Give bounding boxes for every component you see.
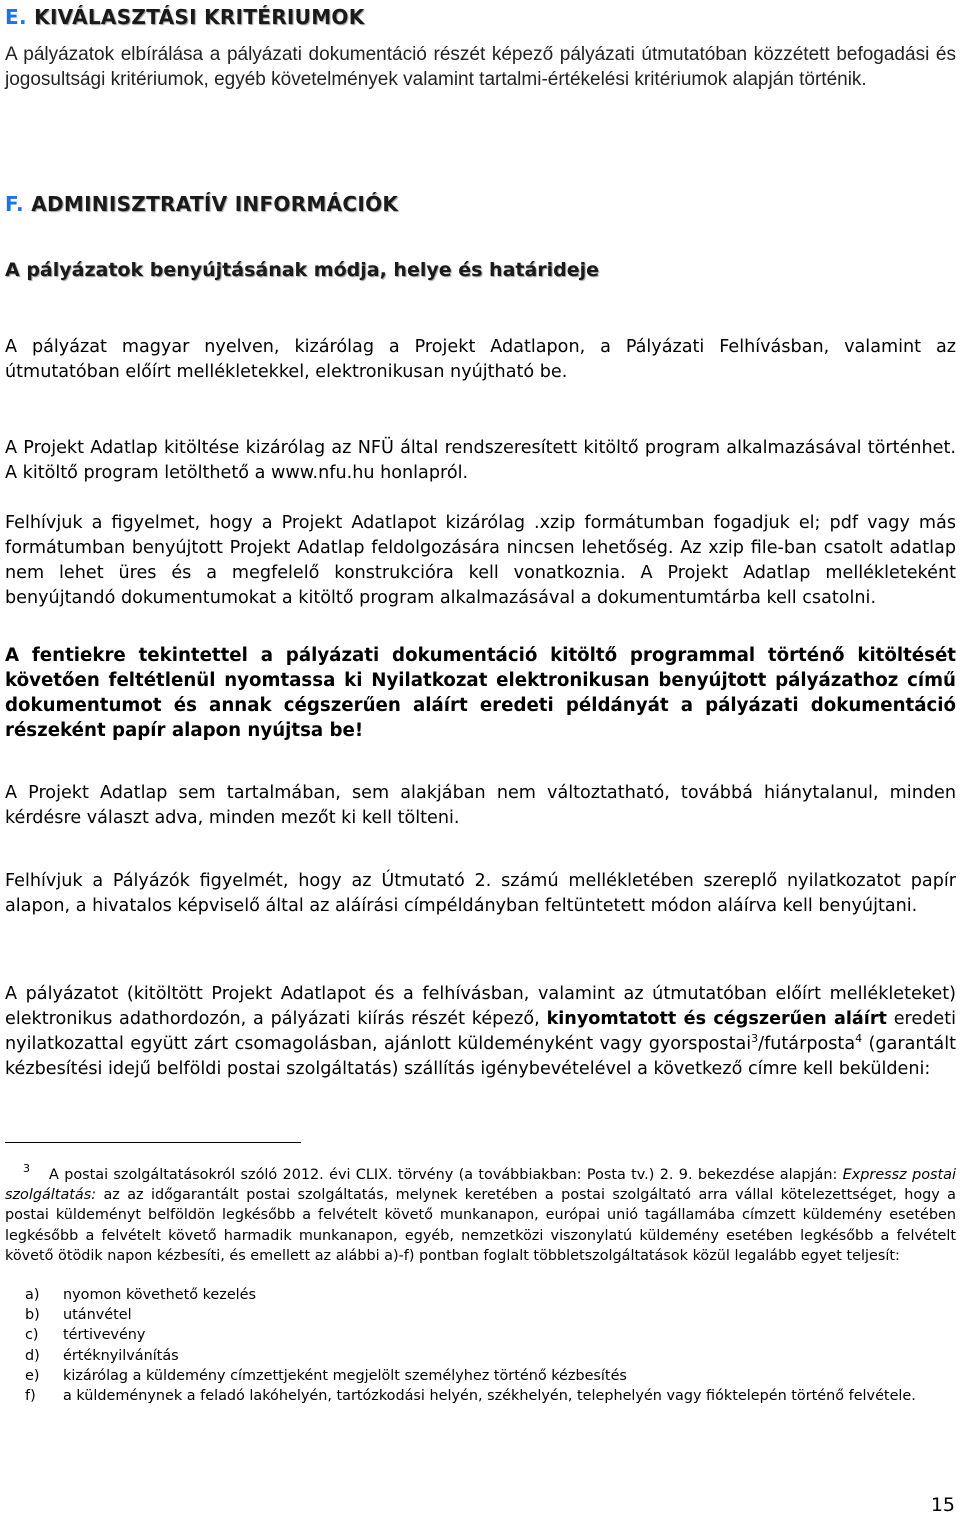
- footnote-text-italic: Expressz postai szolgáltatás:: [5, 1167, 956, 1204]
- footnote-separator: [5, 1142, 301, 1143]
- section-f-heading: [5, 192, 398, 216]
- footnote-ref-4[interactable]: 4: [855, 1032, 863, 1045]
- list-item: b) utánvétel: [25, 1307, 132, 1324]
- section-e-heading: [5, 5, 365, 29]
- document-page: [5, 0, 956, 1519]
- footnote-number: 3: [23, 1162, 30, 1175]
- section-e-title: KIVÁLASZTÁSI KRITÉRIUMOK: [34, 5, 365, 29]
- section-f-subtitle: A pályázatok benyújtásának módja, helye és határideje: [5, 259, 600, 281]
- list-item: c) tértivevény: [25, 1327, 146, 1344]
- footnote-ref-3[interactable]: 3: [751, 1032, 759, 1045]
- paragraph-print-declaration: A fentiekre tekintettel a pályázati dokumentáció kitöltő programmal történő kitöltését követően feltétlenül nyomtassa ki Nyilatkozat elektronikusan benyújtott pályázathoz című dokumentumot és annak cégszerűen aláírt eredeti példányát a pályázati dokumentáció részeként papír alapon nyújtsa be!: [5, 645, 956, 741]
- delivery-text-a: A pályázatot (kitöltött Projekt Adatlapot és a felhívásban, valamint az útmutatóban előírt mellékleteket) elektronikus adathordozón, a pályázati kiírás részét képező,: [5, 984, 956, 1029]
- paragraph-delivery: [5, 982, 956, 1082]
- list-item: f) a küldeménynek a feladó lakóhelyén, tartózkodási helyén, székhelyén, telephelyén vagy fióktelepén történő felvétele.: [25, 1388, 916, 1405]
- footnote-list: [5, 1285, 956, 1406]
- delivery-text-bold: kinyomtatott és cégszerűen aláírt: [546, 1009, 887, 1029]
- delivery-text-d: (garantált kézbesítési idejű belföldi postai szolgáltatás) szállítás igénybevételével a következő címre kell beküldeni:: [5, 1034, 956, 1079]
- paragraph-no-modification: A Projekt Adatlap sem tartalmában, sem alakjában nem változtatható, továbbá hiánytalanul, minden kérdésre választ adva, minden mezőt ki kell tölteni.: [5, 783, 956, 828]
- section-f-letter: F.: [5, 192, 24, 216]
- delivery-text-c: /futárposta: [758, 1034, 856, 1054]
- section-e-letter: E.: [5, 5, 27, 29]
- section-e-paragraph: A pályázatok elbírálása a pályázati dokumentáció részét képező pályázati útmutatóban közzétett befogadási és jogosultsági kritériumok, egyéb követelmények valamint tartalmi-értékelési kritériumok alapján történik.: [5, 44, 956, 90]
- list-item: a) nyomon követhető kezelés: [25, 1287, 257, 1303]
- section-f-title: ADMINISZTRATÍV INFORMÁCIÓK: [31, 192, 399, 216]
- delivery-text-b: eredeti nyilatkozattal együtt zárt csomagolásban, ajánlott küldeményként vagy gyorspostai: [5, 1009, 956, 1054]
- list-item: d) értéknyilvánítás: [25, 1347, 179, 1364]
- footnote-text-a: A postai szolgáltatásokról szóló 2012. évi CLIX. törvény (a továbbiakban: Posta tv.) 2. 9. bekezdése alapján:: [49, 1167, 843, 1183]
- list-item: e) kizárólag a küldemény címzettjeként megjelölt személyhez történő kézbesítés: [25, 1367, 627, 1384]
- paragraph-submission-language: A pályázat magyar nyelven, kizárólag a Projekt Adatlapon, a Pályázati Felhívásban, valamint az útmutatóban előírt mellékletekkel, elektronikusan nyújtható be.: [5, 337, 956, 382]
- paragraph-xzip-format: Felhívjuk a figyelmet, hogy a Projekt Adatlapot kizárólag .xzip formátumban fogadjuk el; pdf vagy más formátumban benyújtott Projekt Adatlap feldolgozására nincsen lehetőség. Az xzip file-ban csatolt adatlap nem lehet üres és a megfelelő konstrukcióra kell vonatkoznia. A Projekt Adatlap mellékleteként benyújtandó dokumentumokat a kitöltő program alkalmazásával a dokumentumtárba kell csatolni.: [5, 513, 956, 608]
- footnote-3: [5, 1162, 956, 1266]
- paragraph-fill-program: A Projekt Adatlap kitöltése kizárólag az NFÜ által rendszeresített kitöltő program alkalmazásával történhet. A kitöltő program letölthető a www.nfu.hu honlapról.: [5, 438, 956, 483]
- footnote-text-b: az az időgarantált postai szolgáltatás, melynek keretében a postai szolgáltató arra vállal kötelezettséget, hogy a postai küldeményt belföldön legkésőbb a felvételt követő munkanapon, európai unió tagállamába címzett küldemény esetében legkésőbb a felvételt követő harmadik munkanapon, egyéb, nemzetközi viszonylatú küldemény esetében legkésőbb a felvételt követő ötödik napon kézbesíti, és emellett az alábbi a)-f) pontban foglalt többletszolgáltatások közül legalább egyet teljesít:: [5, 1187, 956, 1264]
- paragraph-annex-declaration: Felhívjuk a Pályázók figyelmét, hogy az Útmutató 2. számú mellékletében szereplő nyilatkozatot papír alapon, a hivatalos képviselő által az aláírási címpéldányban feltüntetett módon aláírva kell benyújtani.: [5, 871, 956, 916]
- page-number: 15: [930, 1494, 955, 1516]
